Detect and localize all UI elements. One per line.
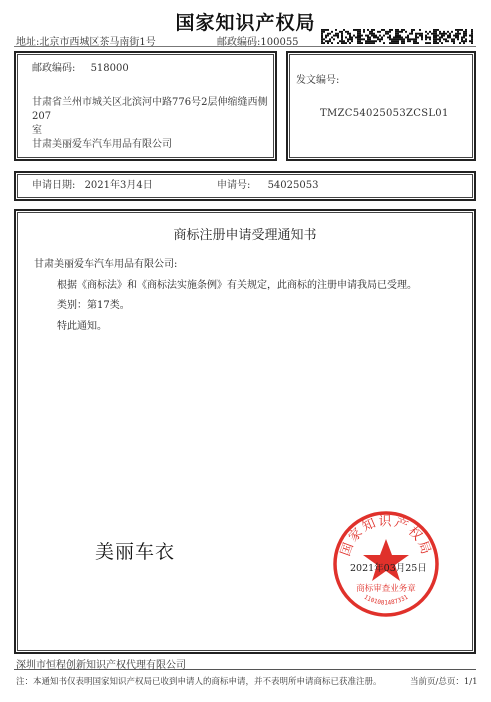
barcode-image [321, 29, 473, 44]
notice-line-2: 类别：第17类。 [57, 300, 130, 311]
footer-note: 注：本通知书仅表明国家知识产权局已收到申请人的商标申请，并不表明所申请商标已获准注册。 [16, 677, 382, 687]
notice-line-1: 根据《商标法》和《商标法实施条例》有关规定，此商标的注册申请我局已受理。 [57, 280, 417, 291]
seal-number: 1101081487331 [362, 593, 410, 607]
page-indicator: 当前页/总页：1/1 [410, 677, 478, 687]
application-number-label: 申请号: [217, 180, 251, 191]
recipient-address [32, 96, 272, 138]
application-number [217, 179, 318, 193]
notice-addressee: 甘肃美丽爱车汽车用品有限公司: [34, 259, 178, 270]
office-address: 地址:北京市西城区茶马南街1号 [16, 37, 156, 48]
seal-bottom-text: 商标审查业务章 [356, 584, 416, 594]
notice-title: 商标注册申请受理通知书 [173, 228, 317, 243]
recipient-address-line1: 甘肃省兰州市城关区北滨河中路776号2层伸缩缝西侧207 [32, 97, 268, 122]
recipient-name: 甘肃美丽爱车汽车用品有限公司 [32, 139, 172, 150]
header-divider [14, 46, 476, 47]
recipient-postcode-label: 邮政编码: [32, 63, 76, 74]
recipient-postcode-value: 518000 [90, 63, 129, 74]
document-number-box-inner [289, 54, 473, 158]
office-postcode: 邮政编码:100055 [217, 37, 299, 48]
document-number-value: TMZC54025053ZCSL01 [320, 108, 449, 119]
application-number-value: 54025053 [267, 180, 319, 191]
application-date-label: 申请日期: [32, 180, 76, 191]
agency-name: 深圳市恒程创新知识产权代理有限公司 [16, 660, 186, 671]
document-number-label: 发文编号: [296, 75, 340, 86]
notice-line-3: 特此通知。 [57, 321, 107, 332]
trademark-text: 美丽车衣 [95, 541, 176, 563]
application-date-value: 2021年3月4日 [84, 180, 153, 191]
application-date [32, 179, 153, 193]
office-title: 国家知识产权局 [175, 12, 316, 34]
issue-date: 2021年03月25日 [350, 563, 427, 574]
seal-top-text: 国家知识产权局 [338, 514, 434, 559]
footer-divider [14, 669, 476, 670]
recipient-address-line2: 室 [32, 125, 42, 136]
recipient-postcode [32, 62, 129, 76]
